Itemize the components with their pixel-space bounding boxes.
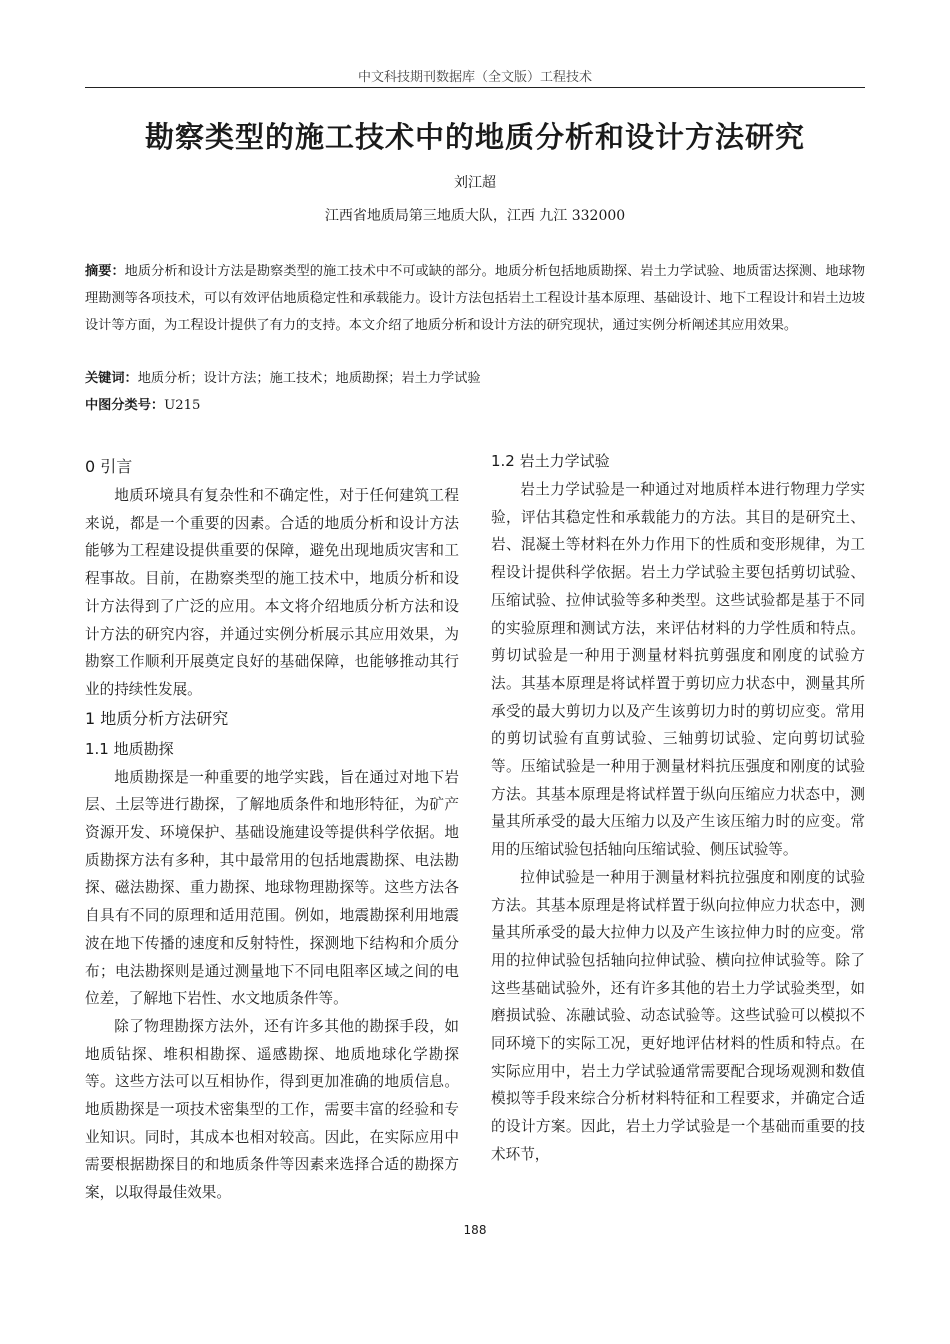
section1-2-heading: 1.2 岩土力学试验 (491, 452, 610, 470)
paper-title: 勘察类型的施工技术中的地质分析和设计方法研究 (144, 120, 805, 154)
keywords-text: 地质分析；设计方法；施工技术；地质勘探；岩土力学试验 (137, 371, 481, 386)
abstract (85, 258, 865, 339)
page-number: 188 (463, 1223, 487, 1237)
section1-2-paragraph-1: 岩土力学试验是一种通过对地质样本进行物理力学实验，评估其稳定性和承载能力的方法。其目的是研究土、岩、混凝土等材料在外力作用下的性质和变形规律，为工程设计提供科学依据。岩土力学试验主要包括剪切试验、压缩试验、拉伸试验等多种类型。这些试验都是基于不同的实验原理和测试方法，来评估材料的力学性质和特点。剪切试验是一种用于测量材料抗剪强度和刚度的试验方法。其基本原理是将试样置于剪切应力状态中，测量其所承受的最大剪切力以及产生该剪切力时的剪切应变。常用的剪切试验有直剪试验、三轴剪切试验、定向剪切试验等。压缩试验是一种用于测量材料抗压强度和刚度的试验方法。其基本原理是将试样置于纵向压缩应力状态中，测量其所承受的最大压缩力以及产生该压缩力时的应变。常用的压缩试验包括轴向压缩试验、侧压试验等。 (491, 481, 865, 859)
keywords (85, 369, 865, 389)
left-column (85, 452, 459, 1207)
section1-1-paragraph-2: 除了物理勘探方法外，还有许多其他的勘探手段，如地质钻探、堆积相勘探、遥感勘探、地质地球化学勘探等。这些方法可以互相协作，得到更加准确的地质信息。地质勘探是一项技术密集型的工作，需要丰富的经验和专业知识。同时，其成本也相对较高。因此，在实际应用中需要根据勘探目的和地质条件等因素来选择合适的勘探方案，以取得最佳效果。 (85, 1017, 459, 1202)
abstract-label: 摘要： (85, 264, 125, 279)
clc-text: U215 (164, 398, 201, 413)
section1-1-paragraph-1: 地质勘探是一种重要的地学实践，旨在通过对地下岩层、土层等进行勘探，了解地质条件和地形特征，为矿产资源开发、环境保护、基础设施建设等提供科学依据。地质勘探方法有多种，其中最常用的包括地震勘探、电法勘探、磁法勘探、重力勘探、地球物理勘探等。这些方法各自具有不同的原理和适用范围。例如，地震勘探利用地震波在地下传播的速度和反射特性，探测地下结构和介质分布；电法勘探则是通过测量地下不同电阻率区域之间的电位差，了解地下岩性、水文地质条件等。 (85, 768, 459, 1008)
intro-paragraph: 地质环境具有复杂性和不确定性，对于任何建筑工程来说，都是一个重要的因素。合适的地质分析和设计方法能够为工程建设提供重要的保障，避免出现地质灾害和工程事故。目前，在勘察类型的施工技术中，地质分析和设计方法得到了广泛的应用。本文将介绍地质分析方法和设计方法的研究内容，并通过实例分析展示其应用效果，为勘察工作顺利开展奠定良好的基础保障，也能够推动其行业的持续性发展。 (85, 487, 459, 698)
section1-heading: 1 地质分析方法研究 (85, 708, 229, 728)
running-header: 中文科技期刊数据库（全文版）工程技术 (357, 70, 592, 85)
header-rule (85, 87, 865, 88)
abstract-text: 地质分析和设计方法是勘察类型的施工技术中不可或缺的部分。地质分析包括地质勘探、岩土力学试验、地质雷达探测、地球物理勘测等各项技术，可以有效评估地质稳定性和承载能力。设计方法包括岩土工程设计基本原理、基础设计、地下工程设计和岩土边坡设计等方面，为工程设计提供了有力的支持。本文介绍了地质分析和设计方法的研究现状，通过实例分析阐述其应用效果。 (85, 264, 866, 333)
clc-number (85, 396, 865, 416)
affiliation: 江西省地质局第三地质大队，江西 九江 332000 (324, 208, 626, 224)
keywords-label: 关键词： (85, 371, 138, 386)
clc-label: 中图分类号： (85, 398, 165, 413)
intro-heading: 0 引言 (85, 457, 133, 476)
right-column (491, 446, 865, 1169)
author: 刘江超 (454, 175, 496, 191)
section1-2-paragraph-2: 拉伸试验是一种用于测量材料抗拉强度和刚度的试验方法。其基本原理是将试样置于纵向拉伸应力状态中，测量其所承受的最大拉伸力以及产生该拉伸力时的应变。常用的拉伸试验包括轴向拉伸试验、横向拉伸试验等。除了这些基础试验外，还有许多其他的岩土力学试验类型，如磨损试验、冻融试验、动态试验等。这些试验可以模拟不同环境下的实际工况，更好地评估材料的性质和特点。在实际应用中，岩土力学试验通常需要配合现场观测和数值模拟等手段来综合分析材料特征和工程要求，并确定合适的设计方案。因此，岩土力学试验是一个基础而重要的技术环节， (491, 868, 865, 1163)
section1-1-heading: 1.1 地质勘探 (85, 739, 174, 758)
